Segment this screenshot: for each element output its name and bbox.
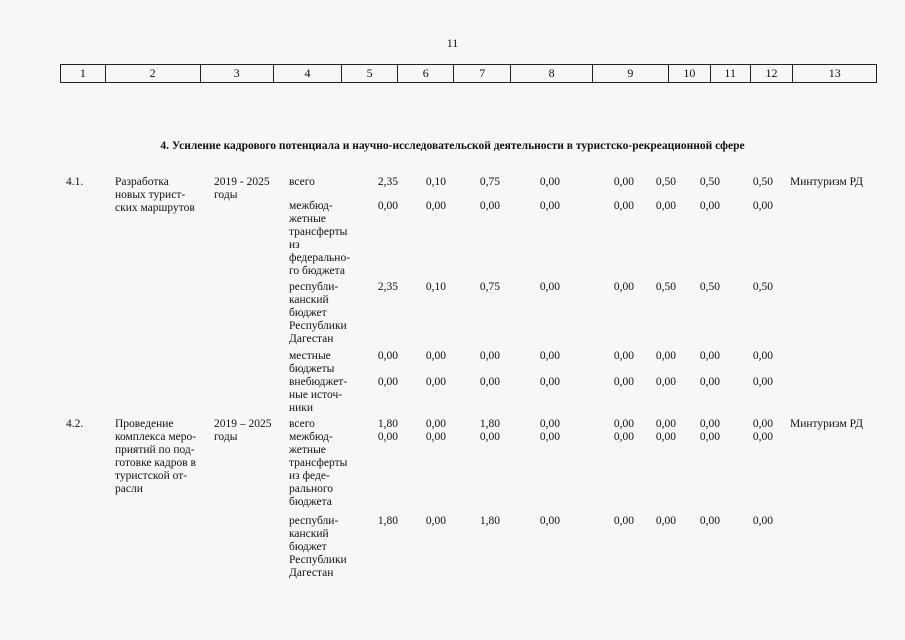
funding-source-line: ные источ-	[289, 389, 343, 401]
header-col-4: 4	[274, 65, 342, 82]
funding-value: 0,00	[655, 418, 676, 430]
funding-value: 0,00	[377, 200, 398, 212]
funding-value: 0,00	[425, 200, 446, 212]
funding-value: 0,00	[539, 176, 560, 188]
funding-source-line: ники	[289, 402, 314, 414]
funding-source-line: внебюджет-	[289, 376, 348, 388]
section-title: 4. Усиление кадрового потенциала и научно-исследовательской деятельности в туристско-рекреационной сфере	[160, 140, 745, 152]
funding-value: 0,00	[752, 376, 773, 388]
funding-value: 0,00	[752, 515, 773, 527]
funding-source-line: федерально-	[289, 252, 351, 264]
funding-value: 0,50	[699, 176, 720, 188]
funding-source-line: местные	[289, 350, 331, 362]
funding-value: 0,00	[425, 376, 446, 388]
header-col-12: 12	[751, 65, 794, 82]
responsible-executor: Минтуризм РД	[790, 418, 863, 430]
funding-value: 0,00	[699, 200, 720, 212]
funding-value: 1,80	[377, 515, 398, 527]
funding-value: 0,75	[479, 281, 500, 293]
funding-value: 0,00	[699, 418, 720, 430]
header-col-7: 7	[454, 65, 511, 82]
funding-source-line: жетные	[289, 213, 326, 225]
funding-value: 0,50	[655, 176, 676, 188]
activity-name-line: ских маршрутов	[115, 202, 195, 214]
funding-source-line: рального	[289, 483, 334, 495]
activity-name-line: Проведение	[115, 418, 174, 430]
funding-value: 0,00	[752, 200, 773, 212]
funding-source-line: из	[289, 239, 300, 251]
activity-name-line: туристской от-	[115, 470, 188, 482]
period-line: 2019 – 2025	[214, 418, 272, 430]
funding-source-line: канский	[289, 294, 329, 306]
funding-source-line: всего	[289, 418, 315, 430]
funding-value: 0,00	[613, 200, 634, 212]
funding-value: 0,00	[539, 431, 560, 443]
funding-value: 0,00	[425, 350, 446, 362]
funding-value: 0,50	[752, 176, 773, 188]
page-number: 11	[446, 36, 459, 50]
funding-source-line: бюджет	[289, 307, 327, 319]
funding-value: 0,00	[479, 350, 500, 362]
funding-source-line: Дагестан	[289, 567, 334, 579]
funding-value: 0,00	[655, 376, 676, 388]
activity-name-line: комплекса меро-	[115, 431, 197, 443]
activity-name-line: готовке кадров в	[115, 457, 196, 469]
funding-value: 0,00	[425, 515, 446, 527]
funding-value: 0,00	[539, 281, 560, 293]
funding-value: 0,00	[699, 515, 720, 527]
funding-value: 0,00	[655, 431, 676, 443]
funding-value: 1,80	[377, 418, 398, 430]
funding-source-line: го бюджета	[289, 265, 345, 277]
funding-value: 0,00	[539, 350, 560, 362]
header-col-6: 6	[398, 65, 454, 82]
funding-value: 0,00	[613, 431, 634, 443]
funding-value: 0,00	[613, 176, 634, 188]
activity-name-line: приятий по под-	[115, 444, 195, 456]
responsible-executor: Минтуризм РД	[790, 176, 863, 188]
funding-source-line: бюджет	[289, 541, 327, 553]
header-col-8: 8	[511, 65, 593, 82]
funding-source-line: трансферты	[289, 457, 348, 469]
funding-value: 1,80	[479, 418, 500, 430]
funding-value: 1,80	[479, 515, 500, 527]
row-number: 4.2.	[66, 418, 84, 430]
funding-value: 0,00	[539, 376, 560, 388]
header-col-11: 11	[711, 65, 751, 82]
funding-value: 0,00	[655, 200, 676, 212]
funding-value: 0,00	[479, 376, 500, 388]
funding-value: 0,00	[613, 281, 634, 293]
funding-value: 0,00	[377, 376, 398, 388]
header-col-5: 5	[342, 65, 398, 82]
funding-source-line: Дагестан	[289, 333, 334, 345]
activity-name-line: расли	[115, 483, 143, 495]
funding-value: 0,00	[613, 418, 634, 430]
funding-value: 0,00	[752, 350, 773, 362]
funding-value: 0,50	[752, 281, 773, 293]
funding-value: 0,75	[479, 176, 500, 188]
funding-value: 0,00	[752, 431, 773, 443]
funding-value: 0,00	[655, 350, 676, 362]
funding-value: 0,00	[479, 431, 500, 443]
funding-source-line: всего	[289, 176, 315, 188]
period-line: годы	[214, 189, 238, 201]
header-col-9: 9	[593, 65, 669, 82]
funding-value: 0,00	[699, 350, 720, 362]
funding-source-line: межбюд-	[289, 431, 333, 443]
period-line: годы	[214, 431, 238, 443]
header-col-10: 10	[669, 65, 711, 82]
funding-source-line: республи-	[289, 281, 339, 293]
funding-value: 0,00	[539, 418, 560, 430]
funding-value: 0,50	[699, 281, 720, 293]
funding-value: 0,00	[613, 376, 634, 388]
funding-source-line: Республики	[289, 554, 347, 566]
funding-value: 2,35	[377, 281, 398, 293]
funding-value: 0,00	[613, 515, 634, 527]
header-col-13: 13	[828, 66, 841, 80]
funding-source-line: бюджеты	[289, 363, 335, 375]
funding-value: 0,00	[479, 200, 500, 212]
funding-value: 0,00	[539, 515, 560, 527]
funding-value: 0,00	[539, 200, 560, 212]
funding-value: 2,35	[377, 176, 398, 188]
funding-source-line: бюджета	[289, 496, 332, 508]
funding-source-line: трансферты	[289, 226, 348, 238]
funding-value: 0,00	[655, 515, 676, 527]
activity-name-line: Разработка	[115, 176, 169, 188]
funding-value: 0,00	[377, 431, 398, 443]
header-col-3: 3	[201, 65, 274, 82]
row-number: 4.1.	[66, 176, 84, 188]
funding-source-line: межбюд-	[289, 200, 333, 212]
column-number-header	[60, 64, 877, 83]
funding-value: 0,00	[699, 376, 720, 388]
funding-source-line: канский	[289, 528, 329, 540]
funding-value: 0,00	[613, 350, 634, 362]
funding-value: 0,00	[752, 418, 773, 430]
header-col-1: 1	[61, 65, 106, 82]
funding-source-line: из феде-	[289, 470, 330, 482]
funding-source-line: республи-	[289, 515, 339, 527]
funding-source-line: Республики	[289, 320, 347, 332]
funding-value: 0,00	[425, 431, 446, 443]
period-line: 2019 - 2025	[214, 176, 270, 188]
funding-source-line: жетные	[289, 444, 326, 456]
funding-value: 0,00	[377, 350, 398, 362]
funding-value: 0,10	[425, 281, 446, 293]
funding-value: 0,00	[699, 431, 720, 443]
funding-value: 0,00	[425, 418, 446, 430]
funding-value: 0,10	[425, 176, 446, 188]
activity-name-line: новых турист-	[115, 189, 186, 201]
header-col-2: 2	[106, 65, 201, 82]
funding-value: 0,50	[655, 281, 676, 293]
